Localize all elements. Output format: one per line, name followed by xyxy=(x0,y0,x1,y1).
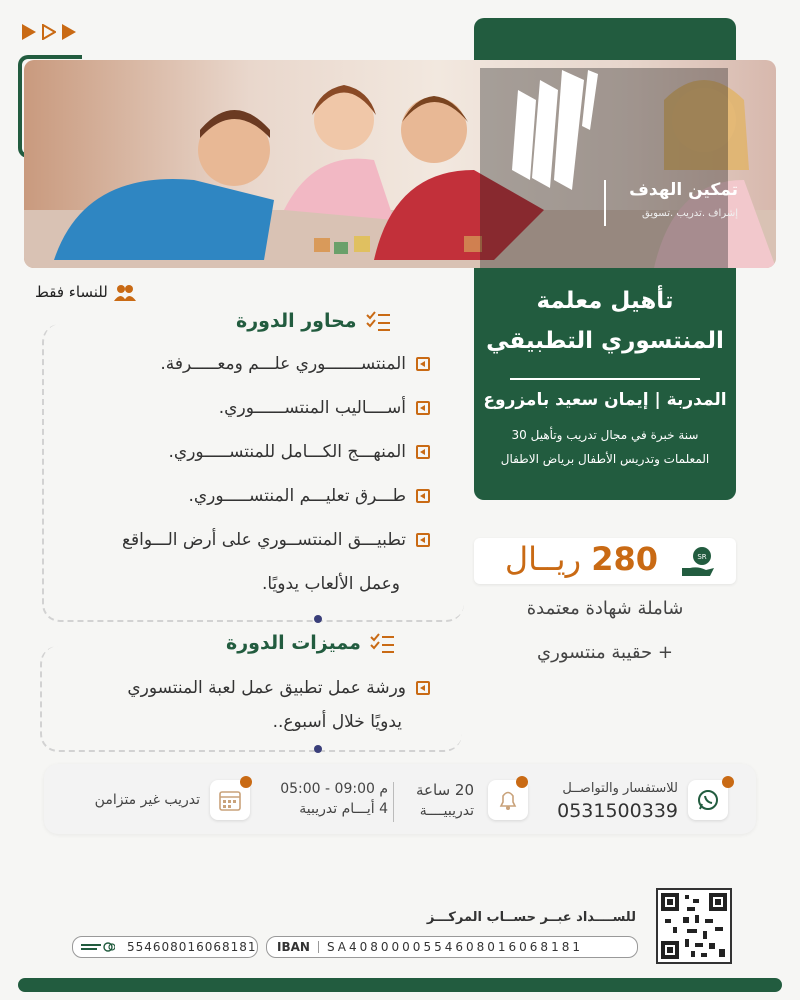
bullet-icon xyxy=(416,681,430,695)
hours-sub: تدريبيــــة xyxy=(419,803,474,819)
bank-logo-icon xyxy=(81,940,115,954)
features-title: مميزات الدورة xyxy=(226,632,361,654)
notification-dot xyxy=(240,776,252,788)
features-item-continuation: يدويًا خلال أسبوع.. xyxy=(272,712,402,732)
axes-item: المنهـــج الكـــامل للمنتســـــوري. xyxy=(169,442,430,462)
checklist-icon xyxy=(365,310,391,332)
brand-tagline: إشراف .تدريب .تسويق xyxy=(642,208,738,219)
price-includes-line1: شاملة شهادة معتمدة xyxy=(526,598,684,619)
whatsapp-icon xyxy=(688,780,728,820)
iban-field[interactable] xyxy=(266,936,638,958)
features-item: ورشة عمل تطبيق عمل لعبة المنتسوري xyxy=(127,678,430,698)
section-dot xyxy=(314,745,322,753)
play-arrow-icon xyxy=(62,24,76,40)
price-amount: 280 xyxy=(591,540,658,578)
play-arrow-icon xyxy=(22,24,36,40)
axes-item: أســــاليب المنتســــــوري. xyxy=(219,398,430,418)
notification-dot xyxy=(722,776,734,788)
course-panel xyxy=(474,268,736,500)
price-includes-line2: + حقيبة منتسوري xyxy=(537,642,673,663)
axes-item: المنتســـــــوري علـــم ومعـــــرفة. xyxy=(160,354,430,374)
checklist-icon xyxy=(369,632,395,654)
section-dot xyxy=(314,615,322,623)
bullet-icon xyxy=(416,401,430,415)
course-title-line2: المنتسوري التطبيقي xyxy=(486,328,724,354)
bullet-icon xyxy=(416,489,430,503)
account-number: 554608016068181 xyxy=(127,940,257,954)
women-group-icon xyxy=(114,283,136,301)
brand-divider xyxy=(604,180,606,226)
info-divider xyxy=(393,782,394,822)
footer-bar xyxy=(18,978,782,992)
hours-value: 20 ساعة xyxy=(416,781,474,799)
payment-label: للســــداد عبــر حســاب المركـــز xyxy=(426,910,636,925)
contact-phone[interactable]: 0531500339 xyxy=(557,800,678,822)
trainer-name: المدربة | إيمان سعيد بامزروع xyxy=(483,390,727,410)
svg-text:SR: SR xyxy=(697,553,707,561)
course-title-line1: تأهيل معلمة xyxy=(536,288,674,314)
brand-logo xyxy=(498,70,738,220)
sr-money-hand-icon xyxy=(680,546,716,578)
axes-title: محاور الدورة xyxy=(236,310,357,332)
time-value: 05:00 - 09:00 م xyxy=(280,781,388,797)
price-currency: ريــال xyxy=(504,540,582,578)
days-value: 4 أيـــام تدريبية xyxy=(299,801,388,817)
qr-code-icon xyxy=(661,893,727,959)
iban-number: SA4080000554608016068181 xyxy=(326,940,583,954)
axes-item: طـــرق تعليـــم المنتســـــوري. xyxy=(188,486,430,506)
panel-divider xyxy=(510,378,700,380)
brand-name: تمكين الهدف xyxy=(629,180,738,200)
iban-divider xyxy=(318,941,319,953)
brand-mark-icon xyxy=(498,70,598,190)
features-frame xyxy=(40,646,462,752)
qr-code[interactable] xyxy=(656,888,732,964)
axes-item-continuation: وعمل الألعاب يدويًا. xyxy=(261,574,400,594)
play-arrows-decoration xyxy=(22,24,76,40)
price xyxy=(482,540,658,578)
axes-heading xyxy=(236,310,391,332)
bullet-icon xyxy=(416,533,430,547)
bullet-icon xyxy=(416,445,430,459)
axes-item: تطبيـــق المنتســوري على أرض الـــواقع xyxy=(122,530,430,550)
training-mode: تدريب غير متزامن xyxy=(94,792,200,808)
audience-label xyxy=(35,283,136,301)
trainer-desc-line2: المعلمات وتدريس الأطفال برياض الاطفال xyxy=(500,452,710,466)
bullet-icon xyxy=(416,357,430,371)
audience-text: للنساء فقط xyxy=(35,283,108,301)
account-field[interactable] xyxy=(72,936,258,958)
whatsapp-button[interactable] xyxy=(688,780,728,820)
notification-dot xyxy=(516,776,528,788)
contact-label: للاستفسار والتواصــل xyxy=(562,781,678,796)
iban-label: IBAN xyxy=(277,940,310,954)
play-arrow-outline-icon xyxy=(42,24,56,40)
features-heading xyxy=(226,632,395,654)
trainer-desc-line1: 30 سنة خبرة في مجال تدريب وتأهيل xyxy=(511,428,699,442)
